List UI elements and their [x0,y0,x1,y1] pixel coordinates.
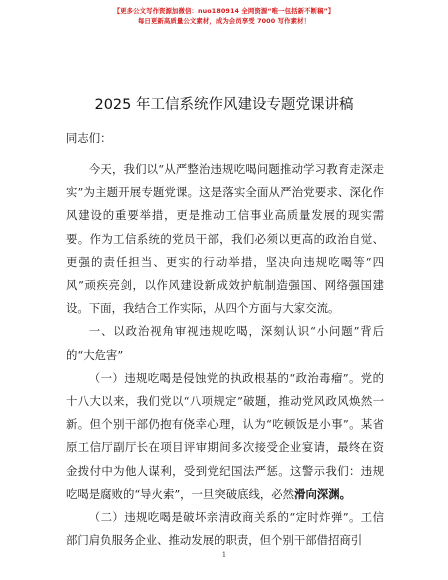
intro-paragraph: 今天，我们以“从严整治违规吃喝问题推动学习教育走深走实”为主题开展专题党课。这是落实全面从严治党要求、深化作风建设的重要举措，更是推动工信事业高质量发展的现实需要。作为工信系统的党员干部，我们必须以更高的政治自觉、更强的责任担当、更实的行动举措，坚决向违规吃喝等“四风”顽疾亮剑，以作风建设新成效护航制造强国、网络强国建设。下面，我结合工作实际，从四个方面与大家交流。 [66,162,384,316]
subsection-paragraph-1 [66,367,384,506]
promo-banner-line-2: 每日更新高质量公文素材，成为会员享受 7000 写作素材！ [137,17,311,25]
document-body [66,158,384,552]
emphasis-text: 滑向深渊。 [294,486,352,501]
subsection-paragraph-2: （二）违规吃喝是破坏亲清政商关系的“定时炸弹”。工信部门肩负服务企业、推动发展的职责，但个别干部借招商引 [66,510,384,548]
page-number: 1 [221,551,227,559]
promo-banner [0,6,448,26]
document-title: 2025 年工信系统作风建设专题党课讲稿 [94,97,354,113]
subsection-paragraph-1-text: （一）违规吃喝是侵蚀党的执政根基的“政治毒瘤”。党的十八大以来，我们党以“八项规定”破题，推动党风政风焕然一新。但个别干部仍抱有侥幸心理，认为“吃顿饭是小事”。某省原工信厅副厅长在项目评审期间多次接受企业宴请，最终在资金拨付中为他人谋利，受到党纪国法严惩。这警示我们：违规吃喝是腐败的“导火索”，一旦突破底线，必然 [66,370,384,501]
greeting: 同志们： [66,131,112,145]
section-heading-1: 一、以政治视角审视违规吃喝，深刻认识“小问题”背后的“大危害” [66,324,384,362]
promo-banner-line-1: 【更多公文写作资源加微信：nuo180914 全网资源“唯一包括新不断稿”】 [113,7,335,15]
